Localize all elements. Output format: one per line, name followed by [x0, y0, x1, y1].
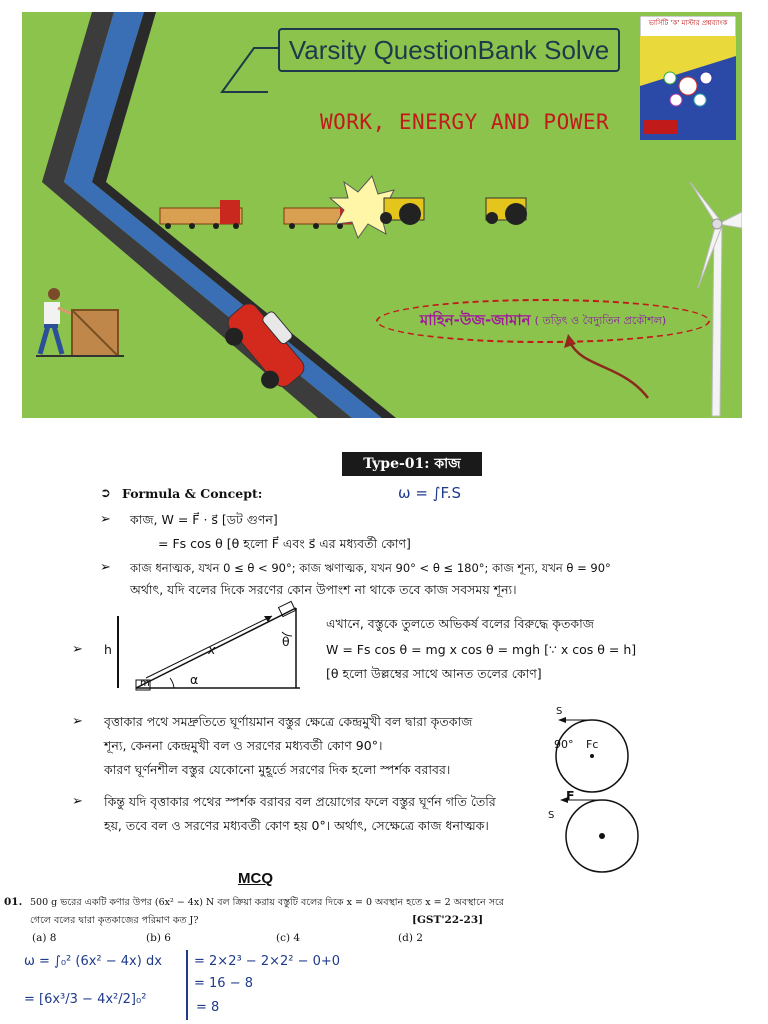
bullet-icon: ➢: [72, 714, 83, 729]
author-name: মাহিন-উজ-জামান: [419, 310, 531, 329]
solution-divider: [186, 950, 188, 1020]
solution-step-2: = [6x³/3 − 4x²/2]₀²: [24, 992, 147, 1007]
circular-motion-note: বৃত্তাকার পথে সমদ্রুতিতে ঘূর্ণায়মান বস্তুর ক্ষেত্রে কেন্দ্রমুখী বল দ্বারা কৃতকাজ: [104, 714, 473, 729]
label-alpha: α: [190, 672, 199, 687]
solution-step-4: = 16 − 8: [194, 976, 253, 991]
solution-step-3: = 2×2³ − 2×2² − 0+0: [194, 954, 341, 969]
author-tag: [376, 299, 710, 343]
option-c[interactable]: (c) 4: [276, 932, 301, 944]
label-s2: S: [548, 810, 555, 821]
label-fc: Fc: [586, 738, 599, 751]
banner-illustration: [22, 12, 742, 418]
cover-banner: [22, 12, 742, 418]
question-source: [GST'22-23]: [412, 914, 484, 926]
label-90: 90°: [554, 738, 574, 751]
circle-diagram-centripetal: [546, 710, 636, 800]
bullet-icon: ➢: [100, 512, 111, 527]
man-pushing-box-icon: [36, 288, 124, 356]
label-m: m: [140, 678, 150, 689]
chapter-subtitle: WORK, ENERGY AND POWER: [320, 110, 610, 134]
book-cover: [640, 16, 736, 140]
work-definition: কাজ, W = F⃗ · s⃗ [ডট গুণন]: [130, 512, 278, 527]
theta-note: [θ হলো উল্লম্বের সাথে আনত তলের কোণ]: [326, 666, 542, 681]
circular-motion-zero: শূন্য, কেননা কেন্দ্রমুখী বল ও সরণের মধ্যবর্তী কোণ 90°।: [104, 738, 383, 753]
work-sign-rule: কাজ ধনাত্মক, যখন 0 ≤ θ < 90°; কাজ ঋণাত্মক, যখন 90° < θ ≤ 180°; কাজ শূন্য, যখন θ = 90°: [130, 561, 611, 575]
tractor-icon: [380, 198, 527, 225]
option-d[interactable]: (d) 2: [398, 932, 423, 944]
handwritten-formula: ω = ∫F.S: [398, 484, 461, 502]
wind-turbine-icon: [690, 182, 742, 416]
tangent-force-note: কিন্তু যদি বৃত্তাকার পথের স্পর্শক বরাবর বল প্রয়োগের ফলে বস্তুর ঘূর্ণন গতি তৈরি: [104, 794, 496, 809]
option-b[interactable]: (b) 6: [146, 932, 171, 944]
notes-section: [0, 420, 768, 1024]
author-department: ( তড়িৎ ও বৈদ্যুতিন প্রকৌশল): [534, 313, 667, 327]
label-F: F: [566, 788, 575, 803]
formula-heading: Formula & Concept:: [122, 486, 263, 501]
tangent-note: কারণ ঘূর্ণনশীল বস্তুর যেকোনো মুহূর্তে সরণের দিক হলো স্পর্শক বরাবর।: [104, 762, 451, 777]
page-title: Varsity QuestionBank Solve: [278, 28, 620, 72]
work-zero-note: অর্থাৎ, যদি বলের দিকে সরণের কোন উপাংশ না থাকে তবে কাজ সবসময় শূন্য।: [130, 582, 517, 597]
gravity-work-formula: W = Fs cos θ = mg x cos θ = mgh [∵ x cos θ = h]: [326, 642, 637, 657]
solution-step-1: ω = ∫₀² (6x² − 4x) dx: [24, 954, 162, 969]
question-line-2: গেলে বলের দ্বারা কৃতকাজের পরিমাণ কত J?: [30, 915, 199, 926]
label-s: S: [556, 706, 563, 717]
type-label: Type-01: কাজ: [342, 452, 482, 476]
label-theta: θ: [282, 634, 290, 649]
question-line-1: 500 g ভরের একটি কণার উপর (6x² − 4x) N বল ক্রিয়া করায় বস্তুটি বলের দিকে x = 0 অবস্থান হতে x = 2 অবস্থানে সরে: [30, 897, 505, 908]
bullet-icon: ➢: [100, 560, 111, 575]
solution-step-5: = 8: [196, 1000, 220, 1015]
arrow-bullet-icon: ➲: [100, 486, 111, 501]
label-h: h: [104, 642, 112, 657]
gravity-work-note: এখানে, বস্তুকে তুলতে অভিকর্ষ বলের বিরুদ্ধে কৃতকাজ: [326, 616, 594, 631]
label-x: x: [208, 642, 216, 657]
mcq-heading: MCQ: [238, 870, 273, 887]
question-number: 01.: [4, 896, 23, 908]
train-icon: [160, 200, 364, 229]
bullet-icon: ➢: [72, 642, 83, 657]
work-scalar-form: = Fs cos θ [θ হলো F⃗ এবং s⃗ এর মধ্যবর্তী কোণ]: [158, 536, 411, 551]
bullet-icon: ➢: [72, 794, 83, 809]
option-a[interactable]: (a) 8: [32, 932, 57, 944]
tangent-force-positive: হয়, তবে বল ও সরণের মধ্যবর্তী কোণ হয় 0°। অর্থাৎ, সেক্ষেত্রে কাজ ধনাত্মক।: [104, 818, 489, 833]
book-title: ভার্সিটি 'ক' মাস্টার প্রশ্নব্যাংক: [648, 19, 728, 27]
circle-diagram-tangent: [556, 790, 646, 880]
incline-diagram: [96, 598, 306, 698]
